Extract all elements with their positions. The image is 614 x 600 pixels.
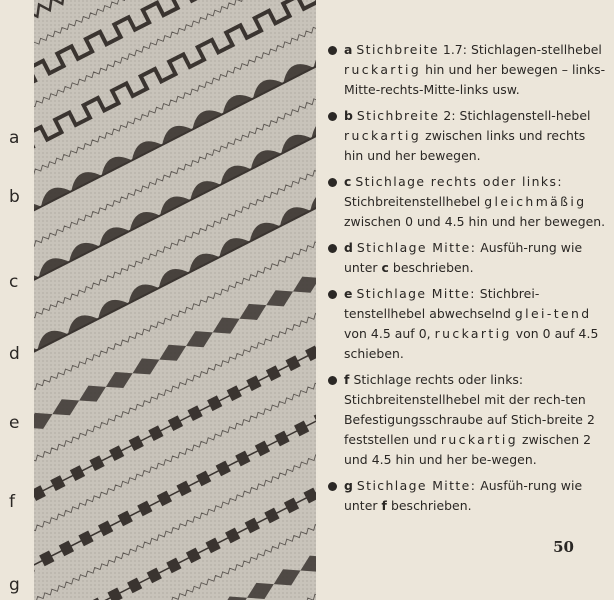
bullet-icon — [328, 376, 337, 385]
instruction-emphasis: ruckartig — [440, 432, 519, 447]
stitch-sample-photo — [34, 0, 316, 600]
instruction-heading: Stichbreite — [356, 42, 439, 57]
margin-letter-column — [0, 0, 34, 600]
instruction-text: von 0 auf 4.5 schieben. — [344, 326, 599, 361]
instruction-text: 1.7: Stichlagen-stellhebel — [438, 42, 602, 57]
fabric-stitch-illustration — [34, 0, 316, 600]
instruction-c — [328, 172, 606, 232]
margin-letter-d: d — [9, 344, 20, 364]
instruction-key: f — [344, 372, 350, 387]
margin-letter-g: g — [9, 575, 20, 595]
instruction-text: Ausfüh-rung wie unter — [344, 478, 583, 513]
instruction-key: d — [344, 240, 353, 255]
margin-letter-e: e — [9, 413, 20, 433]
instruction-text: Stichbreitenstellhebel mit der rech-ten Befestigungsschraube auf Stich-breite 2 feststellen und — [344, 392, 595, 447]
instruction-emphasis: ruckartig — [344, 128, 422, 143]
instruction-key: e — [344, 286, 353, 301]
instruction-text: beschrieben. — [388, 260, 474, 275]
instruction-key: c — [344, 174, 352, 189]
instruction-b — [328, 106, 606, 166]
instruction-f — [328, 370, 606, 470]
instruction-text: zwischen links und rechts hin und her bewegen. — [344, 128, 586, 163]
instruction-key: a — [344, 42, 353, 57]
instructions-column — [328, 40, 606, 522]
instruction-heading: Stichlage rechts oder links: — [355, 174, 563, 189]
bullet-icon — [328, 290, 337, 299]
instruction-d — [328, 238, 606, 278]
page-number: 50 — [553, 538, 574, 556]
instruction-text: Ausfüh-rung wie unter — [344, 240, 583, 275]
instruction-heading: Stichlage Mitte: — [356, 240, 477, 255]
instruction-text: Stichbrei-tenstellhebel abwechselnd — [344, 286, 540, 321]
instruction-heading: Stichlage Mitte: — [356, 286, 476, 301]
instruction-text: beschrieben. — [386, 498, 472, 513]
instruction-reference: f — [381, 498, 387, 513]
instruction-emphasis: ruckartig — [434, 326, 512, 341]
margin-letter-b: b — [9, 187, 20, 207]
instruction-key: b — [344, 108, 353, 123]
instruction-heading: Stichbreite — [356, 108, 440, 123]
bullet-icon — [328, 178, 337, 187]
instruction-heading: Stichlage rechts oder links: — [353, 372, 524, 387]
instruction-text: zwischen 2 und 4.5 hin und her be-wegen. — [344, 432, 592, 467]
instruction-e — [328, 284, 606, 364]
instruction-emphasis: glei-tend — [514, 306, 592, 321]
instruction-text: hin und her bewegen – links-Mitte-rechts-Mitte-links usw. — [344, 62, 606, 97]
instruction-text: zwischen 0 und 4.5 hin und her bewegen. — [344, 214, 606, 229]
instruction-a — [328, 40, 606, 100]
bullet-icon — [328, 112, 337, 121]
instruction-text: 2: Stichlagenstell-hebel — [439, 108, 591, 123]
margin-letter-c: c — [9, 272, 19, 292]
instruction-emphasis: gleichmäßig — [484, 194, 587, 209]
instruction-text: von 4.5 auf 0, — [344, 326, 435, 341]
instruction-heading: Stichlage Mitte: — [356, 478, 477, 493]
instruction-emphasis: ruckartig — [344, 62, 422, 77]
bullet-icon — [328, 46, 337, 55]
instruction-reference: c — [381, 260, 389, 275]
margin-letter-f: f — [9, 492, 15, 512]
instruction-text: Stichbreitenstellhebel — [344, 194, 485, 209]
instruction-key: g — [344, 478, 353, 493]
bullet-icon — [328, 482, 337, 491]
margin-letter-a: a — [9, 128, 20, 148]
bullet-icon — [328, 244, 337, 253]
instruction-g — [328, 476, 606, 516]
